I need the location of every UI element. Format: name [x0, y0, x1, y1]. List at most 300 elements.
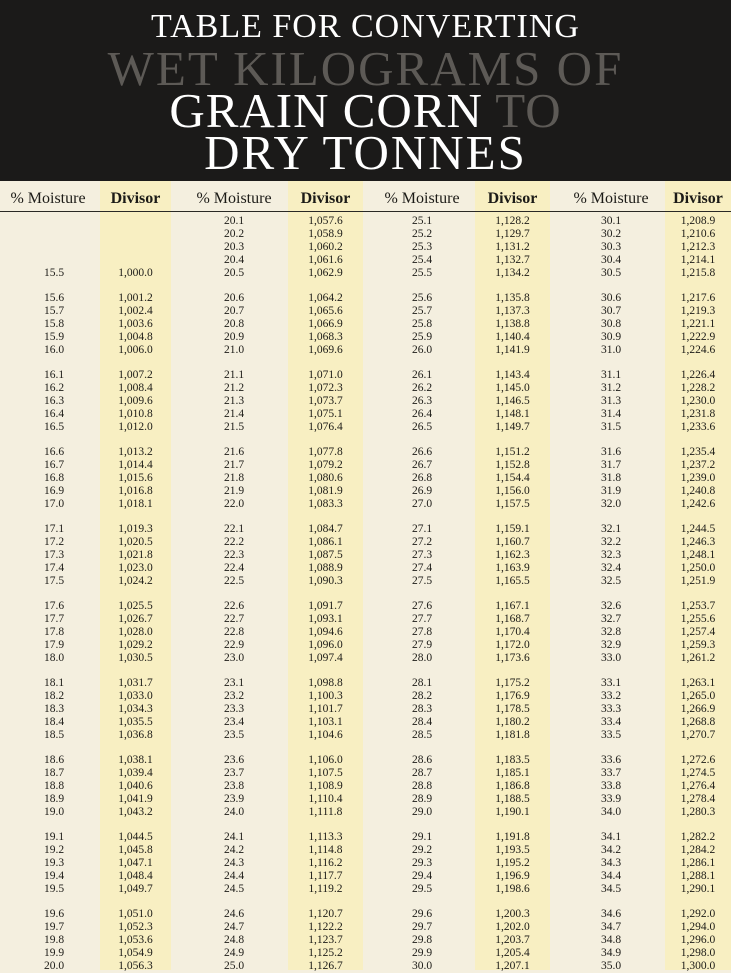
divisor-cell: 1,081.9 [308, 485, 343, 497]
row-group [0, 369, 731, 434]
divisor-cell: 1,195.2 [495, 857, 530, 869]
divisor-cell: 1,025.5 [118, 600, 153, 612]
divisor-cell: 1,033.0 [118, 690, 153, 702]
table-row [0, 921, 731, 934]
divisor-cell: 1,138.8 [495, 318, 530, 330]
divisor-cell: 1,036.8 [118, 729, 153, 741]
divisor-cell: 1,148.1 [495, 408, 530, 420]
divisor-cell: 1,103.1 [308, 716, 343, 728]
divisor-cell: 1,282.2 [680, 831, 716, 843]
divisor-cell: 1,137.3 [495, 305, 530, 317]
conversion-table [0, 181, 731, 970]
moisture-cell: 26.3 [411, 395, 433, 407]
moisture-cell: 24.0 [223, 806, 245, 818]
moisture-cell: 32.9 [600, 639, 622, 651]
moisture-cell: 17.1 [43, 523, 65, 535]
table-row [0, 690, 731, 703]
moisture-cell: 24.2 [223, 844, 245, 856]
moisture-cell: 17.5 [43, 575, 65, 587]
table-row [0, 408, 731, 421]
divisor-cell: 1,013.2 [118, 446, 153, 458]
divisor-cell: 1,276.4 [680, 780, 716, 792]
divisor-cell: 1,205.4 [495, 947, 530, 959]
divisor-cell: 1,077.8 [308, 446, 343, 458]
moisture-cell: 21.5 [223, 421, 245, 433]
divisor-cell: 1,207.1 [495, 960, 530, 972]
table-row [0, 600, 731, 613]
divisor-cell: 1,242.6 [680, 498, 716, 510]
header-divisor-1: Divisor [110, 190, 161, 207]
table-row [0, 369, 731, 382]
moisture-cell: 24.4 [223, 870, 245, 882]
divisor-cell: 1,111.8 [308, 806, 343, 818]
table-row [0, 626, 731, 639]
moisture-cell: 19.6 [43, 908, 65, 920]
moisture-cell: 19.7 [43, 921, 65, 933]
table-row [0, 947, 731, 960]
divisor-cell: 1,294.0 [680, 921, 716, 933]
moisture-cell: 34.6 [600, 908, 622, 920]
moisture-cell: 25.8 [411, 318, 433, 330]
divisor-cell: 1,290.1 [680, 883, 716, 895]
table-row [0, 344, 731, 357]
divisor-cell: 1,240.8 [680, 485, 716, 497]
table-row [0, 806, 731, 819]
divisor-cell: 1,228.2 [680, 382, 716, 394]
divisor-cell: 1,286.1 [680, 857, 716, 869]
divisor-cell: 1,006.0 [118, 344, 153, 356]
moisture-cell: 33.8 [600, 780, 622, 792]
moisture-cell: 26.5 [411, 421, 433, 433]
divisor-cell: 1,107.5 [308, 767, 343, 779]
divisor-cell: 1,114.8 [308, 844, 343, 856]
moisture-cell: 21.2 [223, 382, 245, 394]
divisor-cell: 1,230.0 [680, 395, 716, 407]
table-row [0, 883, 731, 896]
divisor-cell: 1,149.7 [495, 421, 530, 433]
moisture-cell: 30.5 [600, 267, 622, 279]
moisture-cell: 17.3 [43, 549, 65, 561]
divisor-cell: 1,203.7 [495, 934, 530, 946]
divisor-cell: 1,051.0 [118, 908, 153, 920]
divisor-cell: 1,094.6 [308, 626, 343, 638]
divisor-cell: 1,191.8 [495, 831, 530, 843]
divisor-cell: 1,098.8 [308, 677, 343, 689]
moisture-cell: 28.1 [411, 677, 433, 689]
table-row [0, 331, 731, 344]
moisture-cell: 16.6 [43, 446, 65, 458]
moisture-cell: 25.0 [223, 960, 245, 972]
divisor-cell: 1,008.4 [118, 382, 153, 394]
moisture-cell: 34.7 [600, 921, 622, 933]
divisor-cell: 1,101.7 [308, 703, 343, 715]
moisture-cell: 26.6 [411, 446, 433, 458]
divisor-cell: 1,030.5 [118, 652, 153, 664]
moisture-cell: 20.6 [223, 292, 245, 304]
divisor-cell: 1,255.6 [680, 613, 716, 625]
divisor-cell: 1,170.4 [495, 626, 530, 638]
divisor-cell: 1,062.9 [308, 267, 343, 279]
divisor-cell: 1,173.6 [495, 652, 530, 664]
moisture-cell: 18.1 [43, 677, 65, 689]
divisor-cell: 1,251.9 [680, 575, 716, 587]
divisor-cell: 1,268.8 [680, 716, 716, 728]
moisture-cell: 21.9 [223, 485, 245, 497]
header-moisture-4: % Moisture [573, 190, 649, 207]
moisture-cell: 24.1 [223, 831, 245, 843]
divisor-cell: 1,239.0 [680, 472, 716, 484]
moisture-cell: 26.8 [411, 472, 433, 484]
moisture-cell: 26.9 [411, 485, 433, 497]
moisture-cell: 23.5 [223, 729, 245, 741]
divisor-cell: 1,014.4 [118, 459, 153, 471]
title-line-3-dim: TO [495, 83, 562, 138]
moisture-cell: 24.9 [223, 947, 245, 959]
moisture-cell: 34.5 [600, 883, 622, 895]
moisture-cell: 29.1 [411, 831, 433, 843]
divisor-cell: 1,132.7 [495, 254, 530, 266]
moisture-cell: 25.6 [411, 292, 433, 304]
divisor-cell: 1,292.0 [680, 908, 716, 920]
moisture-cell: 25.3 [411, 241, 433, 253]
moisture-cell: 21.8 [223, 472, 245, 484]
divisor-cell: 1,058.9 [308, 228, 343, 240]
moisture-cell: 30.6 [600, 292, 622, 304]
divisor-cell: 1,156.0 [495, 485, 530, 497]
header-divisor-3: Divisor [487, 190, 538, 207]
divisor-cell: 1,064.2 [308, 292, 343, 304]
title-line-1: TABLE FOR CONVERTING [151, 8, 580, 45]
moisture-cell: 31.5 [600, 421, 622, 433]
moisture-cell: 29.8 [411, 934, 433, 946]
header-moisture-2: % Moisture [196, 190, 272, 207]
moisture-cell: 31.7 [600, 459, 622, 471]
divisor-cell: 1,100.3 [308, 690, 343, 702]
divisor-cell: 1,075.1 [308, 408, 343, 420]
moisture-cell: 28.0 [411, 652, 433, 664]
divisor-cell: 1,190.1 [495, 806, 530, 818]
divisor-cell: 1,088.9 [308, 562, 343, 574]
table-row [0, 292, 731, 305]
divisor-cell: 1,073.7 [308, 395, 343, 407]
divisor-cell: 1,035.5 [118, 716, 153, 728]
divisor-cell: 1,248.1 [680, 549, 716, 561]
moisture-cell: 27.5 [411, 575, 433, 587]
moisture-cell: 32.7 [600, 613, 622, 625]
moisture-cell: 27.8 [411, 626, 433, 638]
moisture-cell: 16.0 [43, 344, 65, 356]
moisture-cell: 31.9 [600, 485, 622, 497]
divisor-cell: 1,208.9 [680, 215, 716, 227]
moisture-cell: 15.8 [43, 318, 65, 330]
moisture-cell: 16.1 [43, 369, 65, 381]
moisture-cell: 29.2 [411, 844, 433, 856]
table-row [0, 754, 731, 767]
moisture-cell: 21.3 [223, 395, 245, 407]
divisor-cell: 1,202.0 [495, 921, 530, 933]
moisture-cell: 16.8 [43, 472, 65, 484]
moisture-cell: 33.4 [600, 716, 622, 728]
moisture-cell: 21.0 [223, 344, 245, 356]
divisor-cell: 1,018.1 [118, 498, 153, 510]
moisture-cell: 17.2 [43, 536, 65, 548]
divisor-cell: 1,024.2 [118, 575, 153, 587]
divisor-cell: 1,020.5 [118, 536, 153, 548]
moisture-cell: 28.2 [411, 690, 433, 702]
moisture-cell: 24.5 [223, 883, 245, 895]
divisor-cell: 1,001.2 [118, 292, 153, 304]
divisor-cell: 1,054.9 [118, 947, 153, 959]
moisture-cell: 31.3 [600, 395, 622, 407]
header-divisor-4: Divisor [673, 190, 723, 207]
moisture-cell: 19.1 [43, 831, 65, 843]
divisor-cell: 1,246.3 [680, 536, 716, 548]
divisor-cell: 1,185.1 [495, 767, 530, 779]
table-row [0, 652, 731, 665]
divisor-cell: 1,212.3 [680, 241, 716, 253]
divisor-cell: 1,151.2 [495, 446, 530, 458]
row-group [0, 215, 731, 280]
table-row [0, 767, 731, 780]
header-moisture-1: % Moisture [10, 190, 86, 207]
divisor-cell: 1,265.0 [680, 690, 716, 702]
divisor-cell: 1,198.6 [495, 883, 530, 895]
divisor-cell: 1,080.6 [308, 472, 343, 484]
moisture-cell: 17.4 [43, 562, 65, 574]
divisor-cell: 1,200.3 [495, 908, 530, 920]
moisture-cell: 22.4 [223, 562, 245, 574]
moisture-cell: 33.3 [600, 703, 622, 715]
divisor-cell: 1,007.2 [118, 369, 153, 381]
moisture-cell: 23.7 [223, 767, 245, 779]
moisture-cell: 19.5 [43, 883, 65, 895]
moisture-cell: 28.4 [411, 716, 433, 728]
divisor-cell: 1,226.4 [680, 369, 716, 381]
divisor-cell: 1,000.0 [118, 267, 153, 279]
divisor-cell: 1,152.8 [495, 459, 530, 471]
divisor-cell: 1,224.6 [680, 344, 716, 356]
moisture-cell: 29.9 [411, 947, 433, 959]
divisor-cell: 1,270.7 [680, 729, 716, 741]
divisor-cell: 1,060.2 [308, 241, 343, 253]
moisture-cell: 34.9 [600, 947, 622, 959]
table-row [0, 305, 731, 318]
divisor-cell: 1,250.0 [680, 562, 716, 574]
divisor-cell: 1,160.7 [495, 536, 530, 548]
divisor-cell: 1,280.3 [680, 806, 716, 818]
moisture-cell: 30.1 [600, 215, 622, 227]
moisture-cell: 16.3 [43, 395, 65, 407]
divisor-cell: 1,045.8 [118, 844, 153, 856]
moisture-cell: 17.6 [43, 600, 65, 612]
moisture-cell: 16.2 [43, 382, 65, 394]
moisture-cell: 18.7 [43, 767, 65, 779]
table-row [0, 639, 731, 652]
divisor-cell: 1,257.4 [680, 626, 716, 638]
moisture-cell: 31.0 [600, 344, 622, 356]
table-row [0, 498, 731, 511]
divisor-cell: 1,253.7 [680, 600, 716, 612]
divisor-cell: 1,066.9 [308, 318, 343, 330]
divisor-cell: 1,131.2 [495, 241, 530, 253]
moisture-cell: 30.7 [600, 305, 622, 317]
moisture-cell: 15.7 [43, 305, 65, 317]
moisture-cell: 20.3 [223, 241, 245, 253]
divisor-cell: 1,047.1 [118, 857, 153, 869]
moisture-cell: 15.9 [43, 331, 65, 343]
moisture-cell: 31.6 [600, 446, 622, 458]
table-row [0, 780, 731, 793]
title-line-2: WET KILOGRAMS OF [107, 41, 624, 96]
moisture-cell: 32.5 [600, 575, 622, 587]
divisor-cell: 1,222.9 [680, 331, 716, 343]
moisture-cell: 30.3 [600, 241, 622, 253]
header-rule [0, 211, 731, 212]
moisture-cell: 24.6 [223, 908, 245, 920]
moisture-cell: 31.1 [600, 369, 622, 381]
moisture-cell: 18.3 [43, 703, 65, 715]
moisture-cell: 31.2 [600, 382, 622, 394]
moisture-cell: 23.6 [223, 754, 245, 766]
moisture-cell: 34.3 [600, 857, 622, 869]
title-banner [0, 0, 731, 181]
moisture-cell: 28.3 [411, 703, 433, 715]
moisture-cell: 34.4 [600, 870, 622, 882]
divisor-cell: 1,168.7 [495, 613, 530, 625]
divisor-cell: 1,272.6 [680, 754, 716, 766]
moisture-cell: 19.9 [43, 947, 65, 959]
divisor-cell: 1,261.2 [680, 652, 716, 664]
moisture-cell: 20.4 [223, 254, 245, 266]
moisture-cell: 20.7 [223, 305, 245, 317]
moisture-cell: 33.6 [600, 754, 622, 766]
row-group [0, 523, 731, 588]
divisor-cell: 1,031.7 [118, 677, 153, 689]
divisor-cell: 1,140.4 [495, 331, 530, 343]
divisor-cell: 1,029.2 [118, 639, 153, 651]
title-line-3-main: GRAIN CORN [169, 83, 483, 138]
row-group [0, 677, 731, 742]
divisor-cell: 1,143.4 [495, 369, 530, 381]
moisture-cell: 23.4 [223, 716, 245, 728]
moisture-cell: 27.2 [411, 536, 433, 548]
moisture-cell: 18.9 [43, 793, 65, 805]
title-line-4: DRY TONNES [204, 125, 527, 180]
moisture-cell: 33.7 [600, 767, 622, 779]
table-row [0, 382, 731, 395]
moisture-cell: 26.7 [411, 459, 433, 471]
divisor-cell: 1,120.7 [308, 908, 343, 920]
moisture-cell: 24.3 [223, 857, 245, 869]
divisor-cell: 1,038.1 [118, 754, 153, 766]
row-group [0, 908, 731, 973]
divisor-cell: 1,093.1 [308, 613, 343, 625]
moisture-cell: 16.9 [43, 485, 65, 497]
moisture-cell: 25.1 [411, 215, 433, 227]
table-row [0, 831, 731, 844]
moisture-cell: 18.6 [43, 754, 65, 766]
moisture-cell: 18.5 [43, 729, 65, 741]
divisor-cell: 1,056.3 [118, 960, 153, 972]
divisor-cell: 1,009.6 [118, 395, 153, 407]
divisor-cell: 1,049.7 [118, 883, 153, 895]
moisture-cell: 33.1 [600, 677, 622, 689]
table-row [0, 549, 731, 562]
moisture-cell: 31.8 [600, 472, 622, 484]
table-row [0, 934, 731, 947]
moisture-cell: 27.7 [411, 613, 433, 625]
table-row [0, 228, 731, 241]
moisture-cell: 20.1 [223, 215, 245, 227]
moisture-cell: 20.5 [223, 267, 245, 279]
table-row [0, 485, 731, 498]
moisture-cell: 28.7 [411, 767, 433, 779]
divisor-cell: 1,125.2 [308, 947, 343, 959]
divisor-cell: 1,235.4 [680, 446, 716, 458]
moisture-cell: 20.2 [223, 228, 245, 240]
divisor-cell: 1,096.0 [308, 639, 343, 651]
moisture-cell: 29.0 [411, 806, 433, 818]
moisture-cell: 34.8 [600, 934, 622, 946]
row-group [0, 292, 731, 357]
moisture-cell: 19.2 [43, 844, 65, 856]
moisture-cell: 21.6 [223, 446, 245, 458]
moisture-cell: 15.5 [43, 267, 65, 279]
divisor-cell: 1,244.5 [680, 523, 716, 535]
moisture-cell: 25.5 [411, 267, 433, 279]
divisor-cell: 1,079.2 [308, 459, 343, 471]
divisor-cell: 1,181.8 [495, 729, 530, 741]
divisor-cell: 1,072.3 [308, 382, 343, 394]
moisture-cell: 28.8 [411, 780, 433, 792]
divisor-cell: 1,154.4 [495, 472, 530, 484]
moisture-cell: 27.9 [411, 639, 433, 651]
divisor-cell: 1,263.1 [680, 677, 716, 689]
divisor-cell: 1,076.4 [308, 421, 343, 433]
table-row [0, 241, 731, 254]
row-group [0, 754, 731, 819]
moisture-cell: 27.4 [411, 562, 433, 574]
table-row [0, 870, 731, 883]
divisor-cell: 1,159.1 [495, 523, 530, 535]
divisor-cell: 1,172.0 [495, 639, 530, 651]
moisture-cell: 30.8 [600, 318, 622, 330]
moisture-cell: 21.1 [223, 369, 245, 381]
moisture-cell: 28.6 [411, 754, 433, 766]
moisture-cell: 17.7 [43, 613, 65, 625]
divisor-cell: 1,086.1 [308, 536, 343, 548]
divisor-cell: 1,196.9 [495, 870, 530, 882]
moisture-cell: 32.2 [600, 536, 622, 548]
divisor-cell: 1,126.7 [308, 960, 343, 972]
moisture-cell: 33.5 [600, 729, 622, 741]
moisture-cell: 20.9 [223, 331, 245, 343]
moisture-cell: 17.9 [43, 639, 65, 651]
divisor-cell: 1,048.4 [118, 870, 153, 882]
row-group [0, 600, 731, 665]
table-row [0, 613, 731, 626]
moisture-cell: 17.0 [43, 498, 65, 510]
moisture-cell: 18.8 [43, 780, 65, 792]
moisture-cell: 35.0 [600, 960, 622, 972]
divisor-cell: 1,129.7 [495, 228, 530, 240]
divisor-cell: 1,183.5 [495, 754, 530, 766]
divisor-cell: 1,044.5 [118, 831, 153, 843]
divisor-cell: 1,298.0 [680, 947, 716, 959]
table-row [0, 215, 731, 228]
moisture-cell: 15.6 [43, 292, 65, 304]
divisor-cell: 1,193.5 [495, 844, 530, 856]
